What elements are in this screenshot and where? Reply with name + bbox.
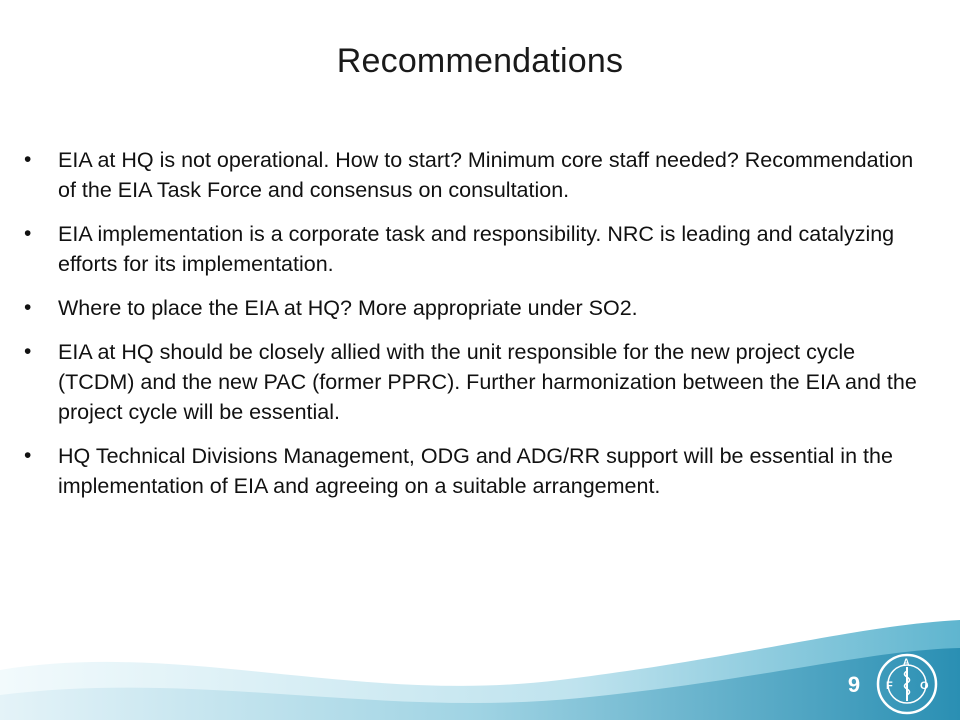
bullet-text: HQ Technical Divisions Management, ODG and ADG/RR support will be essential in the implementation of EIA and agreeing on a suitable arrangement. bbox=[58, 444, 893, 498]
page-number: 9 bbox=[847, 672, 861, 697]
bullet-text: EIA at HQ is not operational. How to start? Minimum core staff needed? Recommendation of the EIA Task Force and consensus on consultation. bbox=[58, 148, 914, 202]
bullet-item bbox=[24, 145, 936, 205]
bullet-dot-icon: • bbox=[24, 148, 32, 171]
footer-wave bbox=[0, 610, 960, 720]
bullet-dot-icon: • bbox=[24, 340, 32, 363]
bullet-dot-icon: • bbox=[24, 222, 32, 245]
logo-letter-f: F bbox=[886, 680, 893, 692]
bullet-text: EIA implementation is a corporate task and responsibility. NRC is leading and catalyzing efforts for its implementation. bbox=[58, 222, 895, 276]
fao-logo-icon bbox=[876, 653, 938, 715]
bullet-dot-icon: • bbox=[24, 296, 32, 319]
logo-letter-a: A bbox=[903, 657, 910, 667]
slide-title: Recommendations bbox=[336, 42, 624, 80]
logo-letter-o: O bbox=[920, 680, 929, 692]
bullet-list bbox=[24, 145, 936, 515]
bullet-text: Where to place the EIA at HQ? More appropriate under SO2. bbox=[58, 296, 638, 320]
bullet-text: EIA at HQ should be closely allied with the unit responsible for the new project cycle (TCDM) and the new PAC (former PPRC). Further harmonization between the EIA and the project cycle will be essential. bbox=[58, 340, 917, 424]
bullet-item bbox=[24, 219, 936, 279]
bullet-item bbox=[24, 441, 936, 501]
bullet-dot-icon: • bbox=[24, 444, 32, 467]
bullet-item bbox=[24, 293, 936, 323]
bullet-item bbox=[24, 337, 936, 427]
